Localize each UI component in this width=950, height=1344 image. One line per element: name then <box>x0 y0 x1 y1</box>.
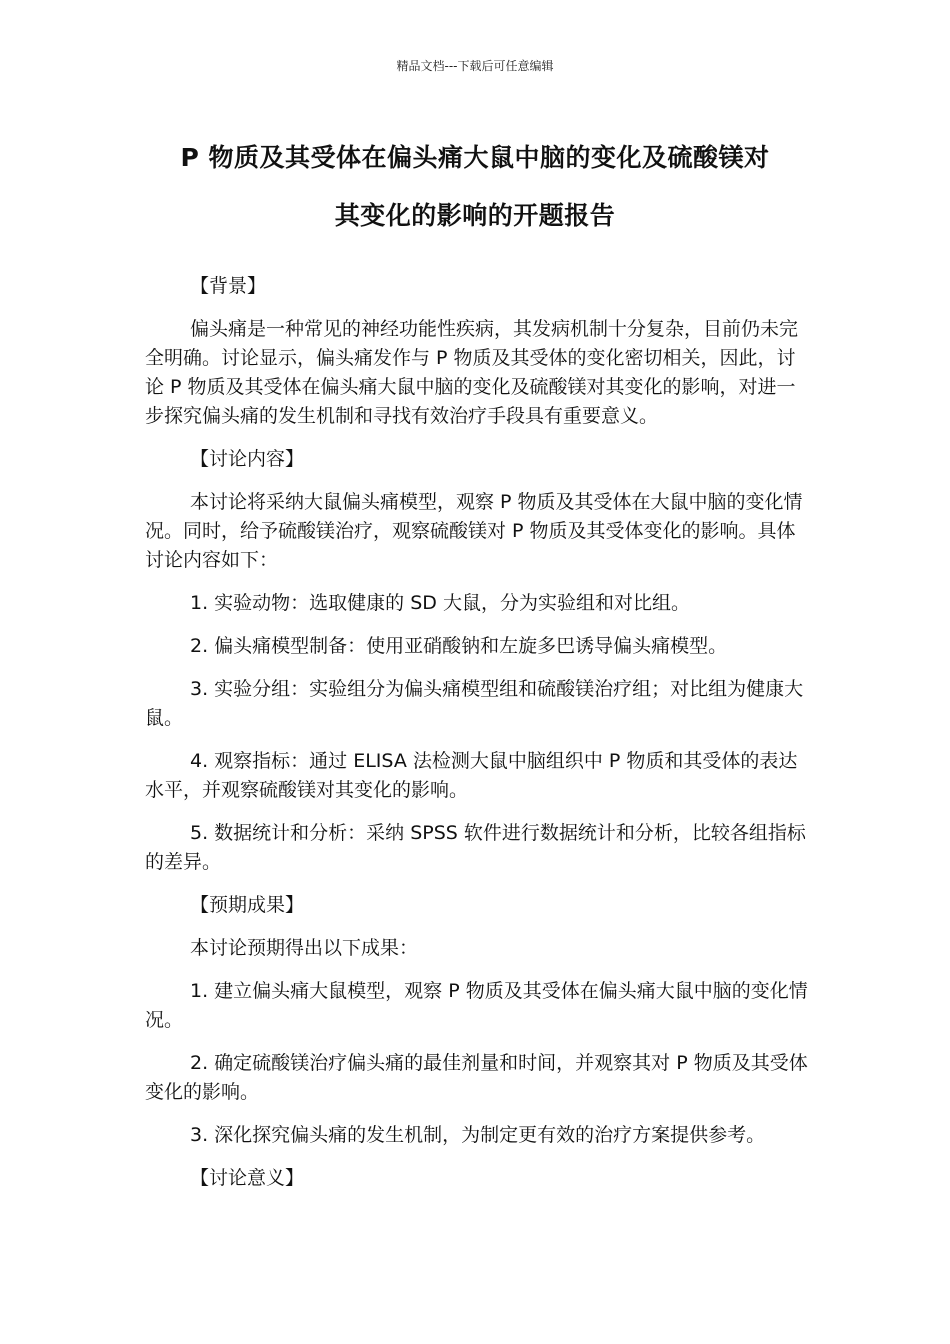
document-body <box>145 272 810 1207</box>
section-heading-outcomes: 【预期成果】 <box>190 894 305 916</box>
title-line-2: 其变化的影响的开题报告 <box>334 201 616 230</box>
content-intro-paragraph: 本讨论将采纳大鼠偏头痛模型，观察 P 物质及其受体在大鼠中脑的变化情况。同时，给予硫酸镁治疗，观察硫酸镁对 P 物质及其受体变化的影响。具体讨论内容如下： <box>145 491 803 571</box>
content-item-5: 5. 数据统计和分析：采纳 SPSS 软件进行数据统计和分析，比较各组指标的差异。 <box>145 822 806 873</box>
outcome-item-1: 1. 建立偏头痛大鼠模型，观察 P 物质及其受体在偏头痛大鼠中脑的变化情况。 <box>145 980 808 1031</box>
content-item-2: 2. 偏头痛模型制备：使用亚硝酸钠和左旋多巴诱导偏头痛模型。 <box>190 635 728 657</box>
page-header: 精品文档---下载后可任意编辑 <box>396 59 554 73</box>
outcome-item-3: 3. 深化探究偏头痛的发生机制，为制定更有效的治疗方案提供参考。 <box>190 1124 766 1146</box>
title-line-1: P 物质及其受体在偏头痛大鼠中脑的变化及硫酸镁对 <box>180 143 770 172</box>
section-heading-significance: 【讨论意义】 <box>190 1167 305 1189</box>
content-item-4: 4. 观察指标：通过 ELISA 法检测大鼠中脑组织中 P 物质和其受体的表达水平，并观察硫酸镁对其变化的影响。 <box>145 750 798 801</box>
section-heading-content: 【讨论内容】 <box>190 448 305 470</box>
outcomes-intro-paragraph: 本讨论预期得出以下成果： <box>190 937 419 959</box>
content-item-3: 3. 实验分组：实验组分为偏头痛模型组和硫酸镁治疗组；对比组为健康大鼠。 <box>145 678 804 729</box>
outcome-item-2: 2. 确定硫酸镁治疗偏头痛的最佳剂量和时间，并观察其对 P 物质及其受体变化的影响。 <box>145 1052 808 1103</box>
content-item-1: 1. 实验动物：选取健康的 SD 大鼠，分为实验组和对比组。 <box>190 592 690 614</box>
background-paragraph: 偏头痛是一种常见的神经功能性疾病，其发病机制十分复杂，目前仍未完全明确。讨论显示，偏头痛发作与 P 物质及其受体的变化密切相关，因此，讨论 P 物质及其受体在偏头痛大鼠中脑的变化及硫酸镁对其变化的影响，对进一步探究偏头痛的发生机制和寻找有效治疗手段具有重要意义。 <box>145 318 799 427</box>
section-heading-background: 【背景】 <box>190 275 267 297</box>
